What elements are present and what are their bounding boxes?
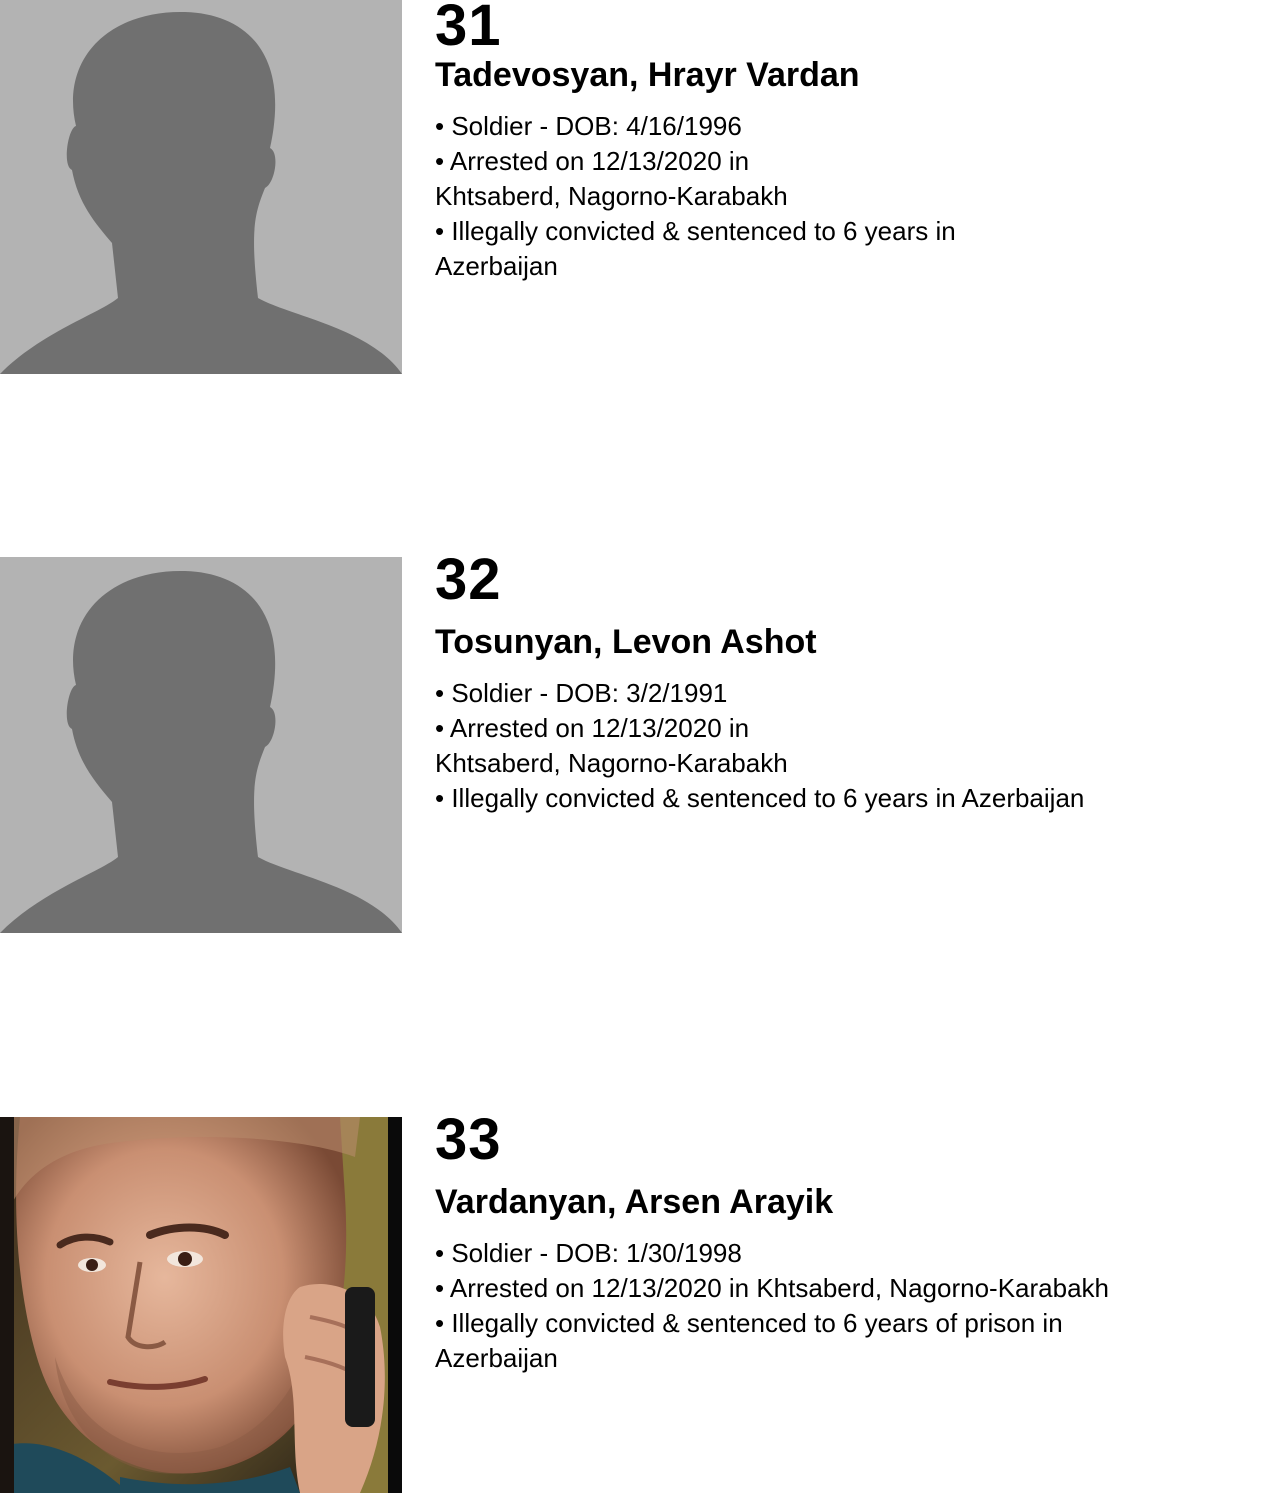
profile-placeholder-image	[0, 557, 402, 933]
detail-line: • Arrested on 12/13/2020 in	[435, 713, 750, 743]
detail-line: • Illegally convicted & sentenced to 6 years of prison in	[435, 1308, 1063, 1338]
detail-line: • Soldier - DOB: 3/2/1991	[435, 678, 728, 708]
detail-line: • Illegally convicted & sentenced to 6 years in	[435, 216, 956, 246]
prisoner-name: Tadevosyan, Hrayr Vardan	[435, 56, 860, 94]
detail-line: • Soldier - DOB: 4/16/1996	[435, 111, 742, 141]
detail-line: Azerbaijan	[435, 251, 558, 281]
detail-line: • Arrested on 12/13/2020 in	[435, 146, 750, 176]
detail-line: • Illegally convicted & sentenced to 6 years in Azerbaijan	[435, 783, 1085, 813]
entry-number: 32	[435, 547, 502, 612]
profile-placeholder-image	[0, 0, 402, 374]
prisoner-details	[435, 676, 1235, 816]
detail-line: Azerbaijan	[435, 1343, 558, 1373]
entry-number: 31	[435, 0, 502, 58]
prisoner-name: Tosunyan, Levon Ashot	[435, 623, 817, 661]
detail-line: Khtsaberd, Nagorno-Karabakh	[435, 181, 788, 211]
prisoner-details	[435, 109, 1235, 284]
detail-line: • Soldier - DOB: 1/30/1998	[435, 1238, 742, 1268]
prisoner-name: Vardanyan, Arsen Arayik	[435, 1183, 834, 1221]
detail-line: • Arrested on 12/13/2020 in Khtsaberd, Nagorno-Karabakh	[435, 1273, 1109, 1303]
portrait-photo	[0, 1117, 402, 1493]
prisoner-details	[435, 1236, 1235, 1376]
detail-line: Khtsaberd, Nagorno-Karabakh	[435, 748, 788, 778]
entry-number: 33	[435, 1107, 502, 1172]
